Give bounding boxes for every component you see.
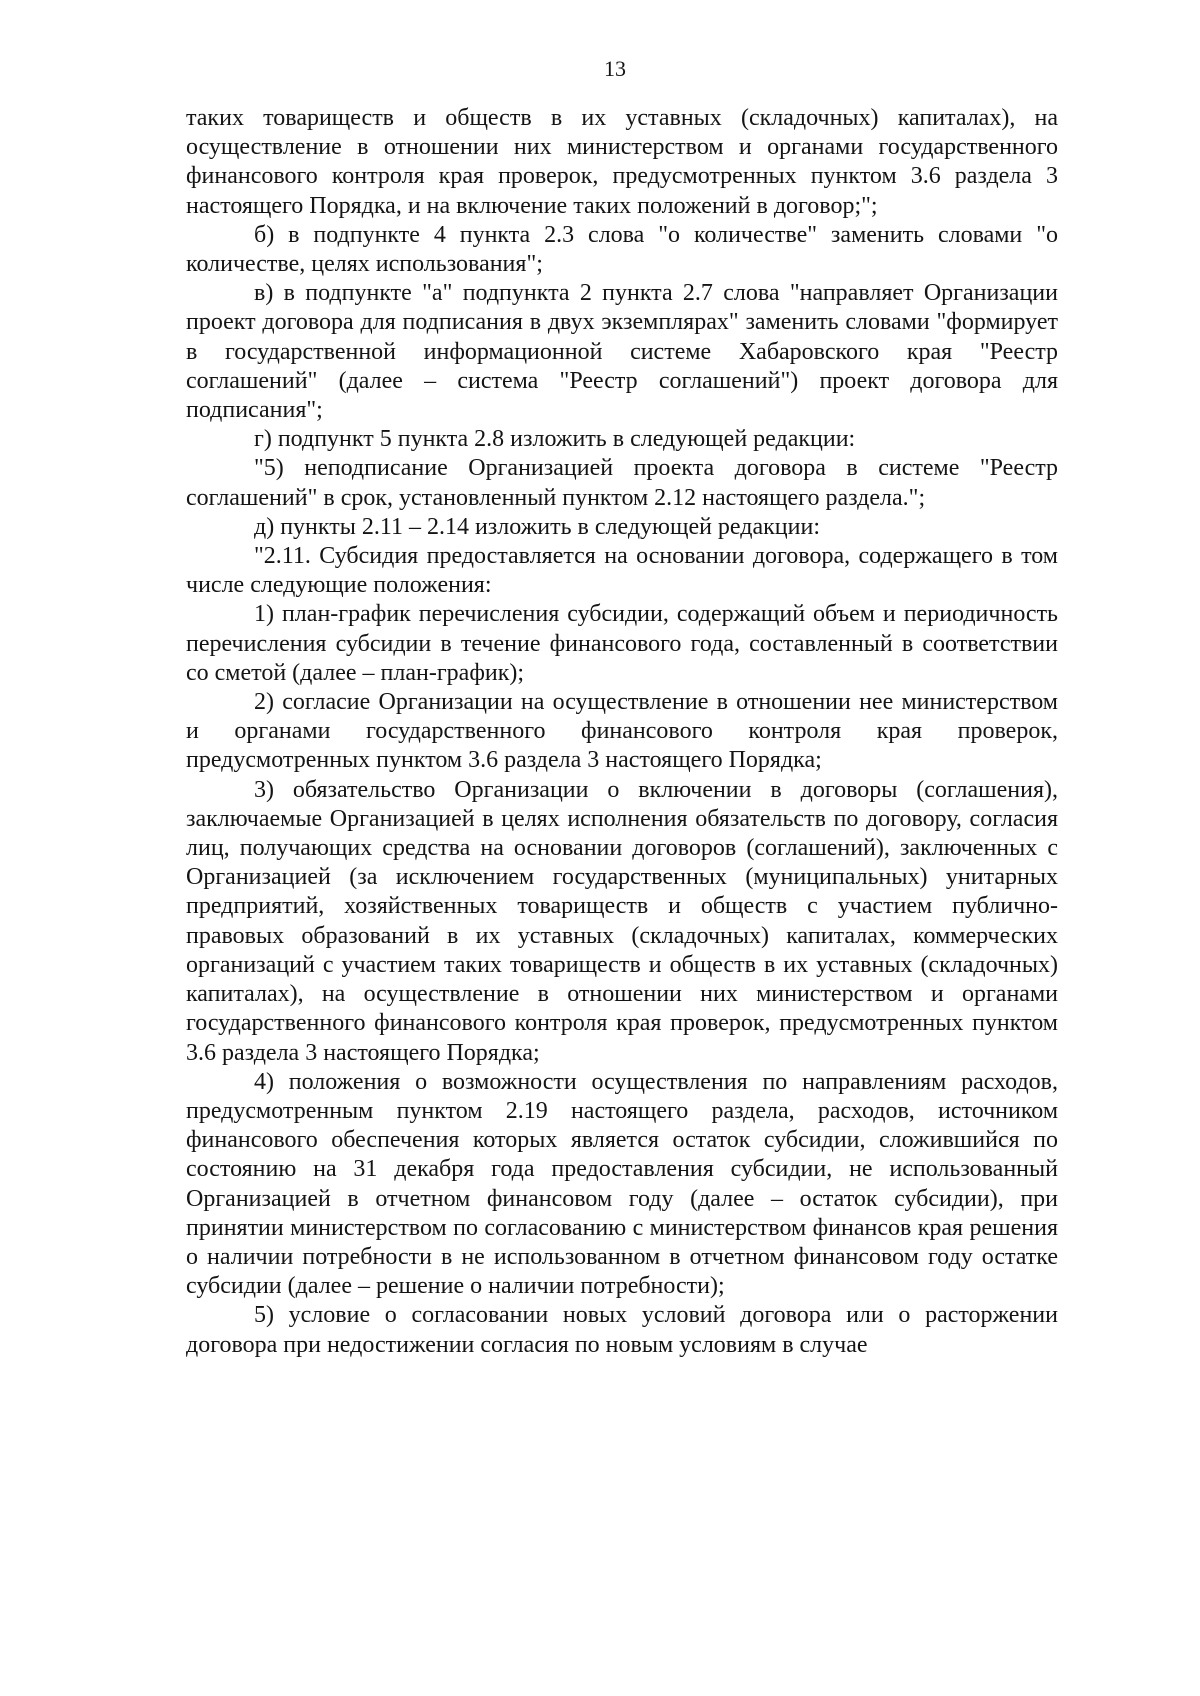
paragraph-2-11: "2.11. Субсидия предоставляется на основании договора, содержащего в том числе следующие положения:: [186, 543, 1058, 599]
paragraph-2-11-3: 3) обязательство Организации о включении в договоры (соглашения), заключаемые Организацией в целях исполнения обязательств по договору, согласия лиц, получающих средства на основании договоров (соглашений), заключенных с Организацией (за исключением государственных (муниципальных) унитарных предприятий, хозяйственных товариществ и обществ с участием публично-правовых образований в их уставных (складочных) капиталах, коммерческих организаций с участием таких товариществ и обществ в их уставных (складочных) капиталах), на осуществление в отношении них министерством и органами государственного финансового контроля края проверок, предусмотренных пунктом 3.6 раздела 3 настоящего Порядка;: [186, 776, 1058, 1066]
paragraph-2-11-5: 5) условие о согласовании новых условий договора или о расторжении договора при недостижении согласия по новым условиям в случае: [186, 1302, 1058, 1358]
paragraph-subpoint-5-new: "5) неподписание Организацией проекта договора в системе "Реестр соглашений" в срок, установленный пунктом 2.12 настоящего раздела.";: [186, 455, 1058, 511]
paragraph-2-11-4: 4) положения о возможности осуществления по направлениям расходов, предусмотренным пунктом 2.19 настоящего раздела, расходов, источником финансового обеспечения которых является остаток субсидии, сложившийся по состоянию на 31 декабря года предоставления субсидии, не использованный Организацией в отчетном финансовом году (далее – остаток субсидии), при принятии министерством по согласованию с министерством финансов края решения о наличии потребности в не использованном в отчетном финансовом году остатке субсидии (далее – решение о наличии потребности);: [186, 1068, 1058, 1300]
paragraph-2-11-2: 2) согласие Организации на осуществление в отношении нее министерством и органами государственного финансового контроля края проверок, предусмотренных пунктом 3.6 раздела 3 настоящего Порядка;: [186, 689, 1058, 774]
document-body: [186, 104, 1058, 1360]
paragraph-2-11-1: 1) план-график перечисления субсидии, содержащий объем и периодичность перечисления субсидии в течение финансового года, составленный в соответствии со сметой (далее – план-график);: [186, 601, 1058, 686]
page-number: 13: [604, 56, 626, 81]
paragraph-item-g: г) подпункт 5 пункта 2.8 изложить в следующей редакции:: [254, 426, 856, 453]
paragraph-continuation: таких товариществ и обществ в их уставных (складочных) капиталах), на осуществление в отношении них министерством и органами государственного финансового контроля края проверок, предусмотренных пунктом 3.6 раздела 3 настоящего Порядка, и на включение таких положений в договор;";: [186, 105, 1058, 219]
paragraph-item-d: д) пункты 2.11 – 2.14 изложить в следующей редакции:: [254, 513, 820, 540]
paragraph-item-b: б) в подпункте 4 пункта 2.3 слова "о количестве" заменить словами "о количестве, целях использования";: [186, 221, 1058, 278]
paragraph-item-v: в) в подпункте "а" подпункта 2 пункта 2.7 слова "направляет Организации проект договора для подписания в двух экземплярах" заменить словами "формирует в государственной информационной системе Хабаровского края "Реестр соглашений" (далее – система "Реестр соглашений") проект договора для подписания";: [186, 280, 1058, 424]
